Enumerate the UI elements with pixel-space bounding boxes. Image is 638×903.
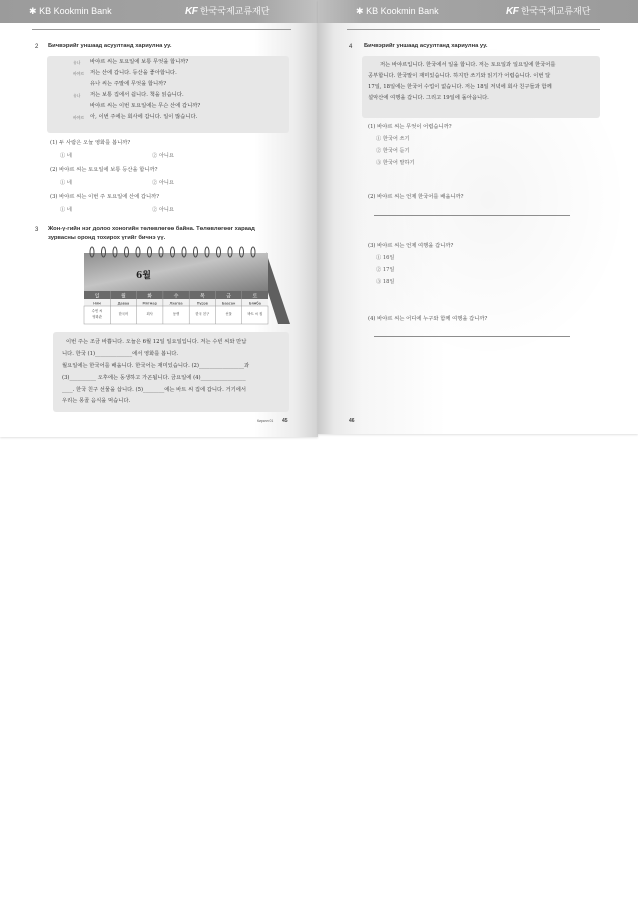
schedule-cell: 동생	[172, 312, 180, 316]
dialogue-line: 바야르 씨는 이번 토요일에는 무슨 산에 갑니까?	[90, 103, 201, 109]
exercise-number: 3	[35, 227, 39, 233]
exercise-number: 4	[349, 44, 353, 50]
question-prompt: (1) 두 사람은 오늘 영화를 봅니까?	[50, 140, 131, 146]
answer-option: ② 한국어 듣기	[376, 148, 410, 154]
day-ko: 월	[120, 293, 126, 300]
header-rule	[32, 29, 291, 30]
day-mn: Пүрэв	[196, 301, 208, 306]
day-ko: 화	[147, 293, 153, 300]
dialogue-line: 바야르 씨는 토요일에 보통 무엇을 합니까?	[90, 59, 189, 65]
kb-star-icon: ✱	[356, 7, 364, 17]
passage-line: (3)__________ 오후에는 동생하고 가곤됩니다. 금요일에 (4)_________________	[62, 375, 246, 381]
answer-option: ② 아니요	[152, 153, 174, 159]
kb-logo-text: KB Kookmin Bank	[366, 6, 439, 16]
exercise-instruction: Бичвэрийг уншаад асуултанд хариулна уу.	[48, 43, 172, 49]
exercise-instruction: зурвасны оронд тохирох үгийг бичнэ үү.	[48, 235, 166, 241]
day-mn: Даваа	[117, 301, 130, 306]
answer-option: ① 16일	[376, 255, 395, 261]
answer-option: ② 아니요	[152, 207, 174, 213]
answer-option: ② 아니요	[152, 180, 174, 186]
answer-option: ① 네	[60, 207, 72, 213]
exercise-number: 2	[35, 44, 39, 50]
day-ko: 일	[94, 293, 100, 300]
header-bar	[0, 0, 318, 23]
dialogue-line: 저는 산에 갑니다. 등산을 좋아합니다.	[90, 70, 177, 76]
schedule-cell: 선물	[225, 312, 232, 316]
day-ko: 금	[226, 293, 232, 300]
passage-line: 설악산에 여행을 갑니다. 그리고 19일에 돌아옵니다.	[368, 95, 489, 101]
kf-logo	[506, 6, 590, 17]
dialogue-line: 아, 이번 주에는 회사에 갑니다. 일이 많습니다.	[90, 114, 198, 120]
exercise-instruction: Бичвэрийг уншаад асуултанд хариулна уу.	[364, 43, 488, 49]
exercise-instruction: Жон-ү-гийн нэг долоо хоногийн төлөвлөгөө байна. Төлөвлөгөөг хараад	[48, 226, 255, 232]
question-prompt: (4) 바야르 씨는 어디에 누구와 함께 여행을 갑니까?	[368, 316, 488, 322]
kf-logo-text: 한국국제교류재단	[199, 6, 270, 16]
footer-section: Кирилл 01	[257, 419, 274, 423]
passage-line: 이번 주는 조금 바쁩니다. 오늘은 6월 12일 일요일입니다. 저는 수빈 씨와 만납	[66, 339, 247, 345]
passage-line: ____. 한국 친구 선물을 삽니다. (5)________에는 바트 씨 집에 갑니다. 거기에서	[62, 387, 246, 393]
kb-logo	[356, 6, 439, 17]
passage-line: 월요일에는 한국어를 배웁니다. 한국어는 재미있습니다. (2)_________________과	[62, 363, 250, 369]
schedule-cell: 바트 씨 집	[247, 312, 263, 316]
schedule-cell: 수빈 씨	[91, 309, 103, 313]
kf-mark-icon: KF	[185, 6, 198, 17]
passage-line: 17일, 18일에는 한국어 수업이 없습니다. 저는 18일 저녁에 회사 친구들과 함께	[368, 84, 552, 90]
answer-line	[374, 215, 570, 216]
kf-logo-text: 한국국제교류재단	[520, 6, 591, 16]
schedule-cell: 한국 친구	[195, 312, 210, 316]
calendar-page	[84, 253, 268, 291]
answer-option: ③ 18일	[376, 279, 395, 285]
dialogue-line: 저는 보통 집에서 쉽니다. 책을 읽습니다.	[90, 92, 184, 98]
answer-option: ② 17일	[376, 267, 395, 273]
question-prompt: (3) 바야르 씨는 언제 여행을 갑니까?	[368, 243, 454, 249]
day-ko: 수	[173, 293, 179, 300]
day-mn: Бямба	[249, 301, 261, 306]
dialogue-speaker: 바야르	[73, 115, 85, 120]
kb-star-icon: ✱	[29, 7, 37, 17]
schedule-cell: 영화관	[92, 315, 102, 319]
kb-logo	[29, 6, 112, 17]
header-rule	[347, 29, 600, 30]
dialogue-speaker: 유나	[73, 60, 81, 65]
page-number: 45	[282, 418, 288, 424]
passage-line: 저는 바야르입니다. 한국에서 일을 합니다. 저는 토요일과 일요일에 한국어를	[380, 62, 556, 68]
question-prompt: (1) 바야르 씨는 무엇이 어렵습니까?	[368, 124, 452, 130]
page-number: 46	[349, 418, 355, 424]
calendar-month: 6월	[136, 271, 151, 281]
dialogue-speaker: 바야르	[73, 71, 85, 76]
question-prompt: (3) 바야르 씨는 이번 주 토요일에 산에 갑니까?	[50, 194, 160, 200]
passage-line: 공부합니다. 한국말이 재미있습니다. 하지만 쓰기와 읽기가 어렵습니다. 이번 달	[368, 73, 551, 79]
answer-line	[374, 336, 570, 337]
question-prompt: (2) 바야르 씨는 언제 한국어를 배웁니까?	[368, 194, 464, 200]
dialogue-speaker: 유나	[73, 93, 81, 98]
header-bar	[318, 0, 638, 23]
kf-mark-icon: KF	[506, 6, 519, 17]
day-ko: 목	[199, 293, 205, 300]
day-mn: Мягмар	[142, 301, 157, 306]
passage-line: 니다. 한국 (1)______________에서 영화를 봅니다.	[62, 351, 179, 357]
schedule-cell: 한국어	[118, 312, 129, 316]
kf-logo	[185, 6, 269, 17]
day-mn: Лхагва	[169, 301, 183, 306]
question-prompt: (2) 바야르 씨는 토요일에 보통 등산을 합니까?	[50, 167, 158, 173]
day-mn: Баасан	[221, 301, 236, 306]
left-page	[0, 0, 318, 437]
dialogue-line: 유나 씨는 주말에 무엇을 합니까?	[90, 81, 167, 87]
right-page	[318, 0, 638, 434]
kb-logo-text: KB Kookmin Bank	[39, 6, 112, 16]
answer-option: ③ 한국어 말하기	[376, 160, 415, 166]
passage-line: 우리는 몽골 음식을 먹습니다.	[62, 398, 131, 404]
answer-option: ① 한국어 쓰기	[376, 136, 410, 142]
answer-option: ① 네	[60, 153, 72, 159]
weekly-calendar	[80, 244, 294, 326]
answer-option: ① 네	[60, 180, 72, 186]
schedule-cell: 회사	[146, 312, 153, 316]
day-mn: Ням	[93, 301, 101, 306]
calendar-stand	[266, 252, 290, 324]
day-ko: 토	[252, 293, 258, 300]
